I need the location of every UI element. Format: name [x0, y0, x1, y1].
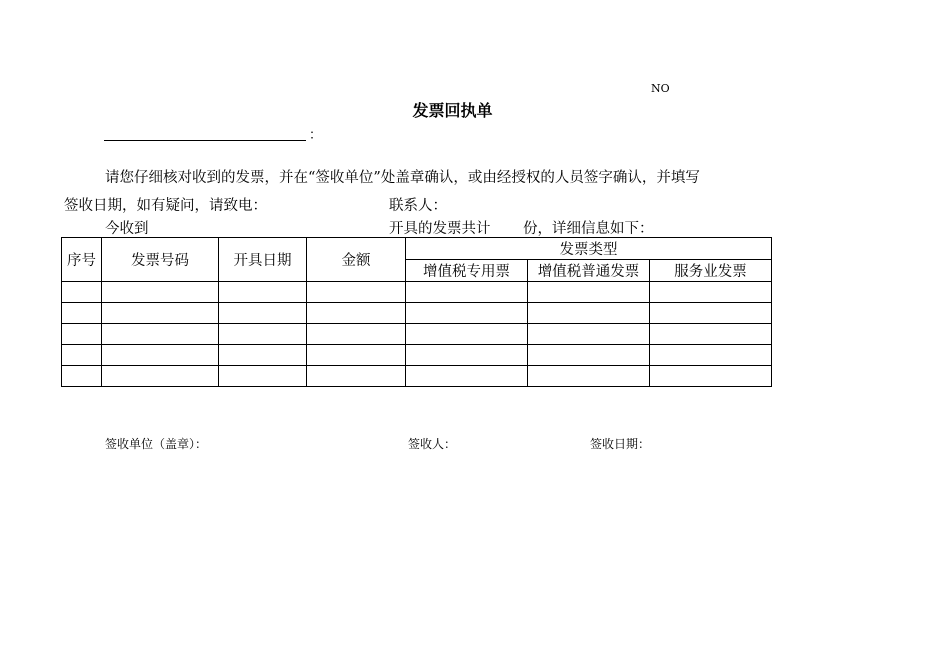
table-cell[interactable]: [62, 324, 102, 345]
contact-person-label: 联系人：: [389, 198, 447, 214]
table-cell[interactable]: [102, 345, 219, 366]
table-cell[interactable]: [102, 303, 219, 324]
recipient-blank-line: [104, 140, 306, 141]
table-cell[interactable]: [307, 303, 406, 324]
table-cell[interactable]: [102, 324, 219, 345]
number-label: NO: [651, 82, 670, 95]
table-cell[interactable]: [528, 282, 650, 303]
instruction-line-2: 签收日期，如有疑问，请致电：: [64, 198, 267, 214]
signer-label: 签收人：: [408, 437, 457, 451]
table-row: [62, 303, 772, 324]
table-cell[interactable]: [62, 303, 102, 324]
table-cell[interactable]: [650, 282, 772, 303]
table-cell[interactable]: [219, 303, 307, 324]
table-cell[interactable]: [307, 324, 406, 345]
table-cell[interactable]: [406, 324, 528, 345]
table-cell[interactable]: [528, 345, 650, 366]
invoice-table: [61, 237, 772, 387]
header-service-invoice: 服务业发票: [650, 260, 772, 282]
header-vat-general: 增值税普通发票: [528, 260, 650, 282]
header-vat-special: 增值税专用票: [406, 260, 528, 282]
table-cell[interactable]: [307, 345, 406, 366]
header-issue-date: 开具日期: [219, 238, 307, 282]
table-cell[interactable]: [650, 324, 772, 345]
copies-detail-label: 份，详细信息如下：: [523, 221, 654, 237]
table-cell[interactable]: [406, 282, 528, 303]
table-cell[interactable]: [219, 324, 307, 345]
sign-unit-label: 签收单位（盖章）：: [105, 437, 208, 451]
recipient-colon: ：: [309, 128, 323, 143]
table-cell[interactable]: [528, 303, 650, 324]
header-invoice-type: 发票类型: [406, 238, 772, 260]
header-amount: 金额: [307, 238, 406, 282]
table-cell[interactable]: [62, 366, 102, 387]
header-serial-number: 序号: [62, 238, 102, 282]
header-invoice-number: 发票号码: [102, 238, 219, 282]
table-cell[interactable]: [219, 366, 307, 387]
table-cell[interactable]: [406, 366, 528, 387]
table-cell[interactable]: [307, 366, 406, 387]
table-row: [62, 282, 772, 303]
table-cell[interactable]: [102, 282, 219, 303]
table-cell[interactable]: [219, 282, 307, 303]
table-cell[interactable]: [62, 345, 102, 366]
table-cell[interactable]: [219, 345, 307, 366]
table-cell[interactable]: [528, 324, 650, 345]
invoice-total-label: 开具的发票共计: [389, 221, 491, 237]
table-row: [62, 366, 772, 387]
table-cell[interactable]: [307, 282, 406, 303]
table-cell[interactable]: [102, 366, 219, 387]
table-cell[interactable]: [406, 345, 528, 366]
table-cell[interactable]: [62, 282, 102, 303]
table-row: [62, 324, 772, 345]
received-label: 今收到: [105, 221, 149, 237]
table-cell[interactable]: [650, 366, 772, 387]
table-row: [62, 345, 772, 366]
table-cell[interactable]: [650, 303, 772, 324]
instruction-line-1: 请您仔细核对收到的发票，并在“签收单位”处盖章确认，或由经授权的人员签字确认，并填写: [105, 170, 700, 186]
table-cell[interactable]: [650, 345, 772, 366]
sign-date-label: 签收日期：: [590, 437, 651, 451]
document-title: 发票回执单: [412, 101, 493, 120]
table-cell[interactable]: [528, 366, 650, 387]
table-cell[interactable]: [406, 303, 528, 324]
